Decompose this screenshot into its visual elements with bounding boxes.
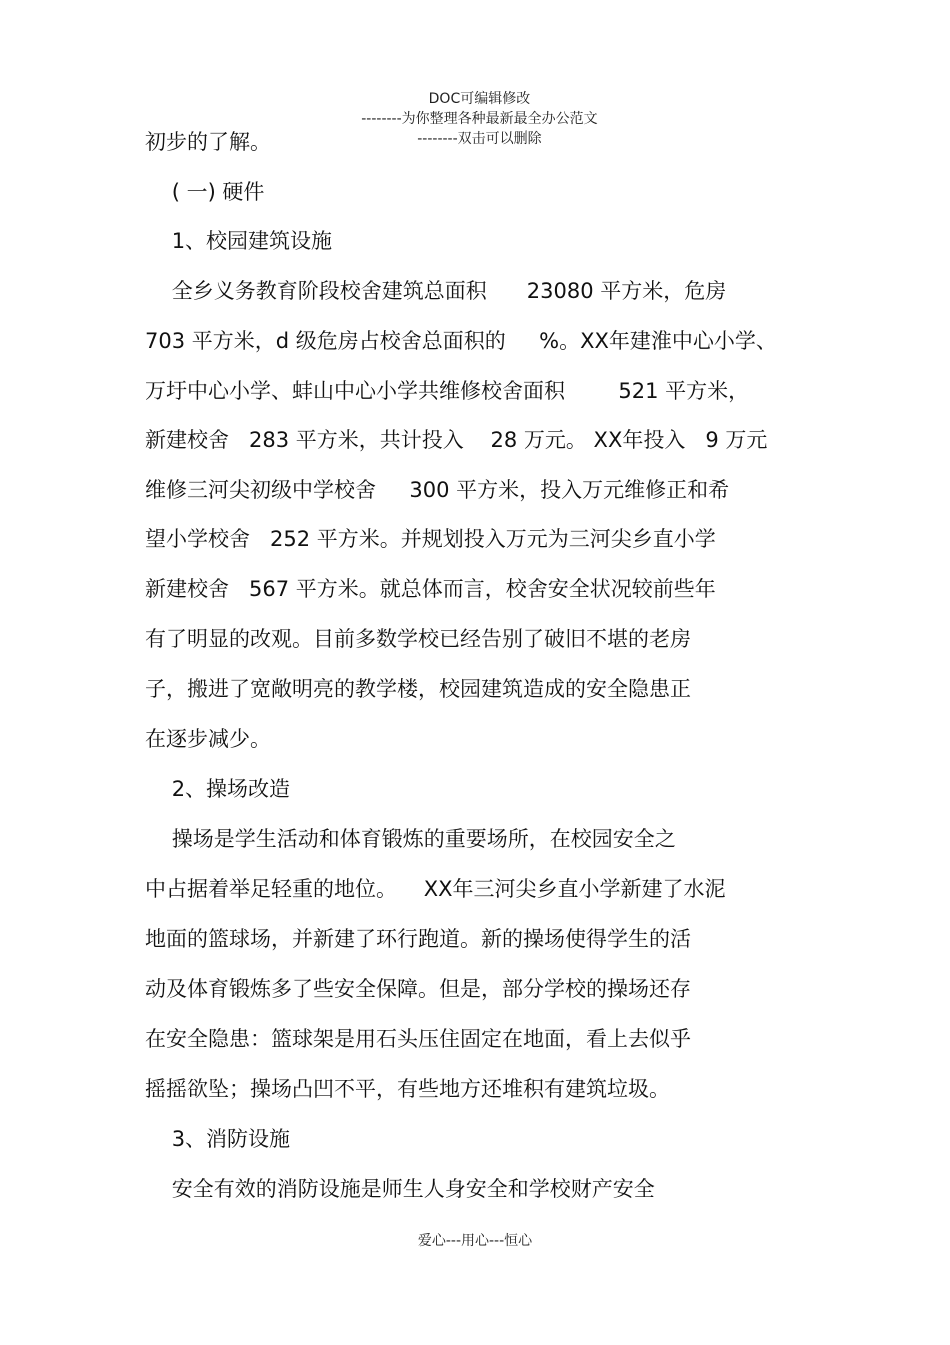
text-line: 动及体育锻炼多了些安全保障。但是，部分学校的操场还存	[145, 977, 691, 1001]
text-line: 全乡义务教育阶段校舍建筑总面积 23080 平方米，危房	[145, 279, 727, 303]
text-line: 望小学校舍 252 平方米。并规划投入万元为三河尖乡直小学	[145, 527, 716, 551]
text-line: 地面的篮球场，并新建了环行跑道。新的操场使得学生的活	[145, 927, 691, 951]
text-line: 摇摇欲坠；操场凸凹不平，有些地方还堆积有建筑垃圾。	[145, 1077, 670, 1101]
text-line: 中占据着举足轻重的地位。 XX年三河尖乡直小学新建了水泥	[145, 877, 726, 901]
text-line: 703 平方米，d 级危房占校舍总面积的 %。XX年建淮中心小学、	[145, 329, 777, 353]
header-doc-label: DOC可编辑修改	[428, 91, 531, 107]
text-line: 安全有效的消防设施是师生人身安全和学校财产安全	[145, 1177, 655, 1201]
section-heading: ( 一) 硬件	[145, 180, 265, 204]
text-line: 维修三河尖初级中学校舍 300 平方米，投入万元维修正和希	[145, 478, 730, 502]
page-footer: 爱心---用心---恒心	[417, 1233, 533, 1249]
text-line: 新建校舍 567 平方米。就总体而言，校舍安全状况较前些年	[145, 577, 716, 601]
text-line: 有了明显的改观。目前多数学校已经告别了破旧不堪的老房	[145, 627, 691, 651]
text-line: 万圩中心小学、蚌山中心小学共维修校舍面积 521 平方米，	[145, 379, 750, 403]
text-line: 初步的了解。	[145, 130, 271, 154]
subsection-heading: 2、操场改造	[145, 777, 291, 801]
text-line: 在逐步减少。	[145, 727, 271, 751]
text-line: 操场是学生活动和体育锻炼的重要场所，在校园安全之	[145, 827, 676, 851]
text-line: 子，搬进了宽敞明亮的教学楼，校园建筑造成的安全隐患正	[145, 677, 691, 701]
text-line: 在安全隐患：篮球架是用石头压住固定在地面，看上去似乎	[145, 1027, 691, 1051]
header-middle-text: --------为你整理各种最新最全办公范文	[361, 111, 598, 127]
text-line: 新建校舍 283 平方米，共计投入 28 万元。 XX年投入 9 万元	[145, 428, 768, 452]
header-right-text: --------双击可以删除	[417, 131, 542, 147]
page-header	[0, 72, 950, 148]
subsection-heading: 1、校园建筑设施	[145, 229, 333, 253]
subsection-heading: 3、消防设施	[145, 1127, 291, 1151]
